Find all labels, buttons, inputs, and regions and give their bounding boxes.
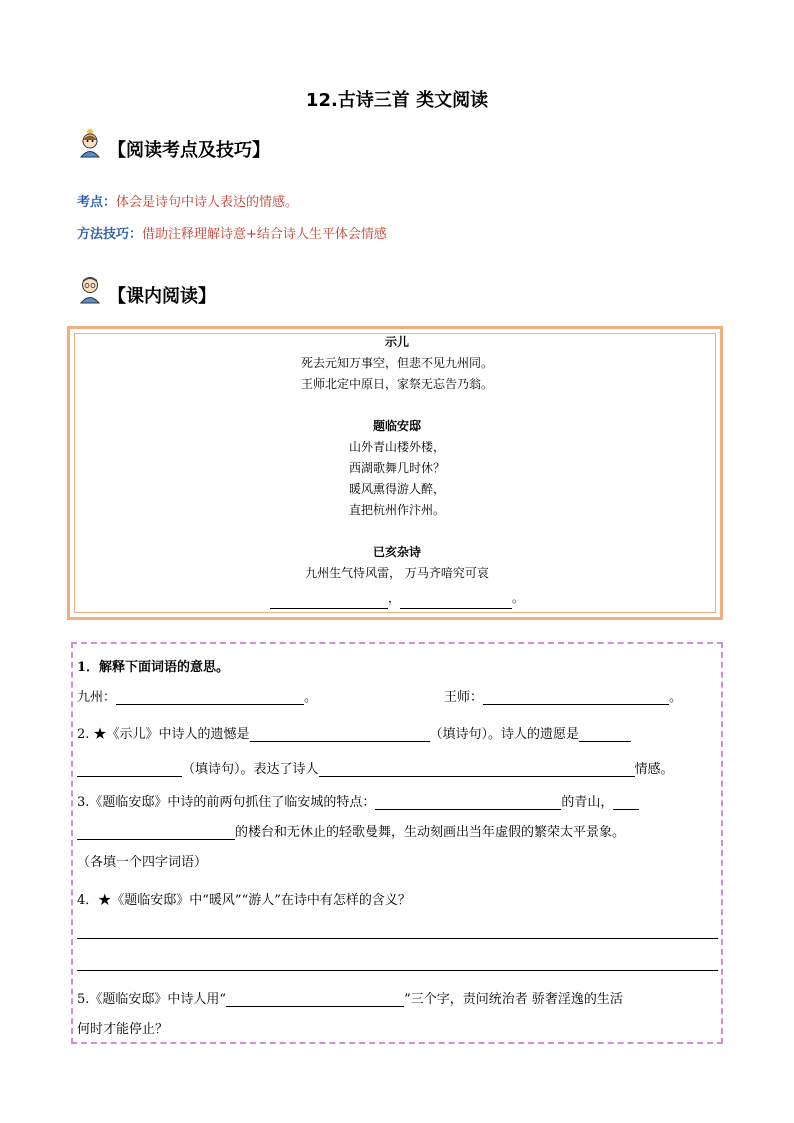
poem3-period: 。	[512, 591, 525, 605]
q2-l2-a: （填诗句）。表达了诗人	[182, 762, 319, 777]
kaodian-label: 考点：	[77, 195, 117, 210]
poem3-line1: 九州生气恃风雷， 万马齐喑究可哀	[305, 566, 489, 580]
q4-answer-line-2[interactable]	[77, 970, 718, 971]
q3-l2: 的楼台和无休止的轻歌曼舞，生动刻画出当年虚假的繁荣太平景象。	[235, 825, 626, 840]
poem2-line2: 西湖歌舞几时休？	[348, 461, 445, 475]
boy-avatar-icon	[77, 274, 103, 304]
q2-l1-b: （填诗句）。诗人的遗愿是	[429, 727, 580, 742]
poem2-line3: 暖风熏得游人醉，	[348, 482, 445, 496]
q3-line2	[77, 821, 625, 840]
q1-answer-a	[77, 686, 317, 705]
fangfa-text: 借助注释理解诗意+结合诗人生平体会情感	[142, 227, 387, 242]
q1-a-blank[interactable]	[116, 690, 304, 705]
q2-blank-1[interactable]	[250, 727, 430, 742]
poem3-comma: ，	[387, 591, 400, 605]
q1-b-blank[interactable]	[483, 690, 669, 705]
q5-blank[interactable]	[226, 992, 404, 1007]
q3-blank-2b[interactable]	[77, 825, 235, 840]
q3-blank-2a[interactable]	[613, 795, 639, 810]
q5-l1-a: 5.《题临安邸》中诗人用“	[77, 992, 227, 1007]
q2-blank-2b[interactable]	[77, 762, 182, 777]
q1-b-label: 王师：	[444, 689, 484, 704]
q2-blank-2a[interactable]	[579, 727, 631, 742]
q3-line1	[77, 791, 639, 810]
q5-line2: 何时才能停止？	[77, 1022, 169, 1037]
poem-text	[0, 332, 794, 609]
q1-a-end: 。	[304, 689, 318, 704]
poem3-fill-line	[0, 588, 794, 609]
q2-line1	[77, 723, 631, 742]
poem2-line1: 山外青山楼外楼，	[348, 440, 445, 454]
q4-answer-line-1[interactable]	[77, 938, 718, 939]
q3-blank-1[interactable]	[375, 795, 561, 810]
poem2-title: 题临安邸	[372, 419, 421, 433]
q1-a-label: 九州：	[77, 689, 117, 704]
fangfa-line	[77, 223, 387, 242]
poem1-line2: 王师北定中原日，家祭无忘告乃翁。	[300, 377, 493, 391]
poem1-line1: 死去元知万事空，但悲不见九州同。	[300, 356, 493, 370]
q1-text: 1．解释下面词语的意思。	[77, 660, 230, 675]
q1-b-end: 。	[669, 689, 683, 704]
q4-text: 4．★《题临安邸》中“暖风”“游人”在诗中有怎样的含义？	[77, 893, 411, 908]
q2-l1-a: 2. ★《示儿》中诗人的遗憾是	[77, 727, 250, 742]
fangfa-label: 方法技巧：	[77, 227, 143, 242]
section-heading-techniques: 【阅读考点及技巧】	[108, 140, 270, 161]
poem3-blank-2[interactable]	[400, 594, 512, 609]
page-title: 12.古诗三首 类文阅读	[305, 90, 489, 111]
q5-line1	[77, 988, 623, 1007]
kaodian-text: 体会是诗句中诗人表达的情感。	[116, 195, 299, 210]
q5-l1-b: ”三个字，责问统治者 骄奢淫逸的生活	[404, 992, 623, 1007]
q2-blank-3[interactable]	[319, 762, 635, 777]
poem3-blank-1[interactable]	[270, 594, 388, 609]
girl-avatar-icon	[77, 128, 103, 158]
kaodian-line	[77, 191, 298, 210]
poem2-line4: 直把杭州作汴州。	[348, 503, 445, 517]
q3-l1-b: 的青山，	[561, 795, 614, 810]
q3-l1-a: 3.《题临安邸》中诗的前两句抓住了临安城的特点：	[77, 795, 376, 810]
q2-line2	[77, 758, 674, 777]
q1-answer-b	[444, 686, 682, 705]
q2-l2-b: 情感。	[634, 762, 674, 777]
poem3-title: 已亥杂诗	[372, 545, 421, 559]
section-heading-reading: 【课内阅读】	[108, 286, 216, 307]
q3-line3: （各填一个四字词语）	[77, 855, 208, 870]
poem1-title: 示儿	[384, 335, 409, 349]
